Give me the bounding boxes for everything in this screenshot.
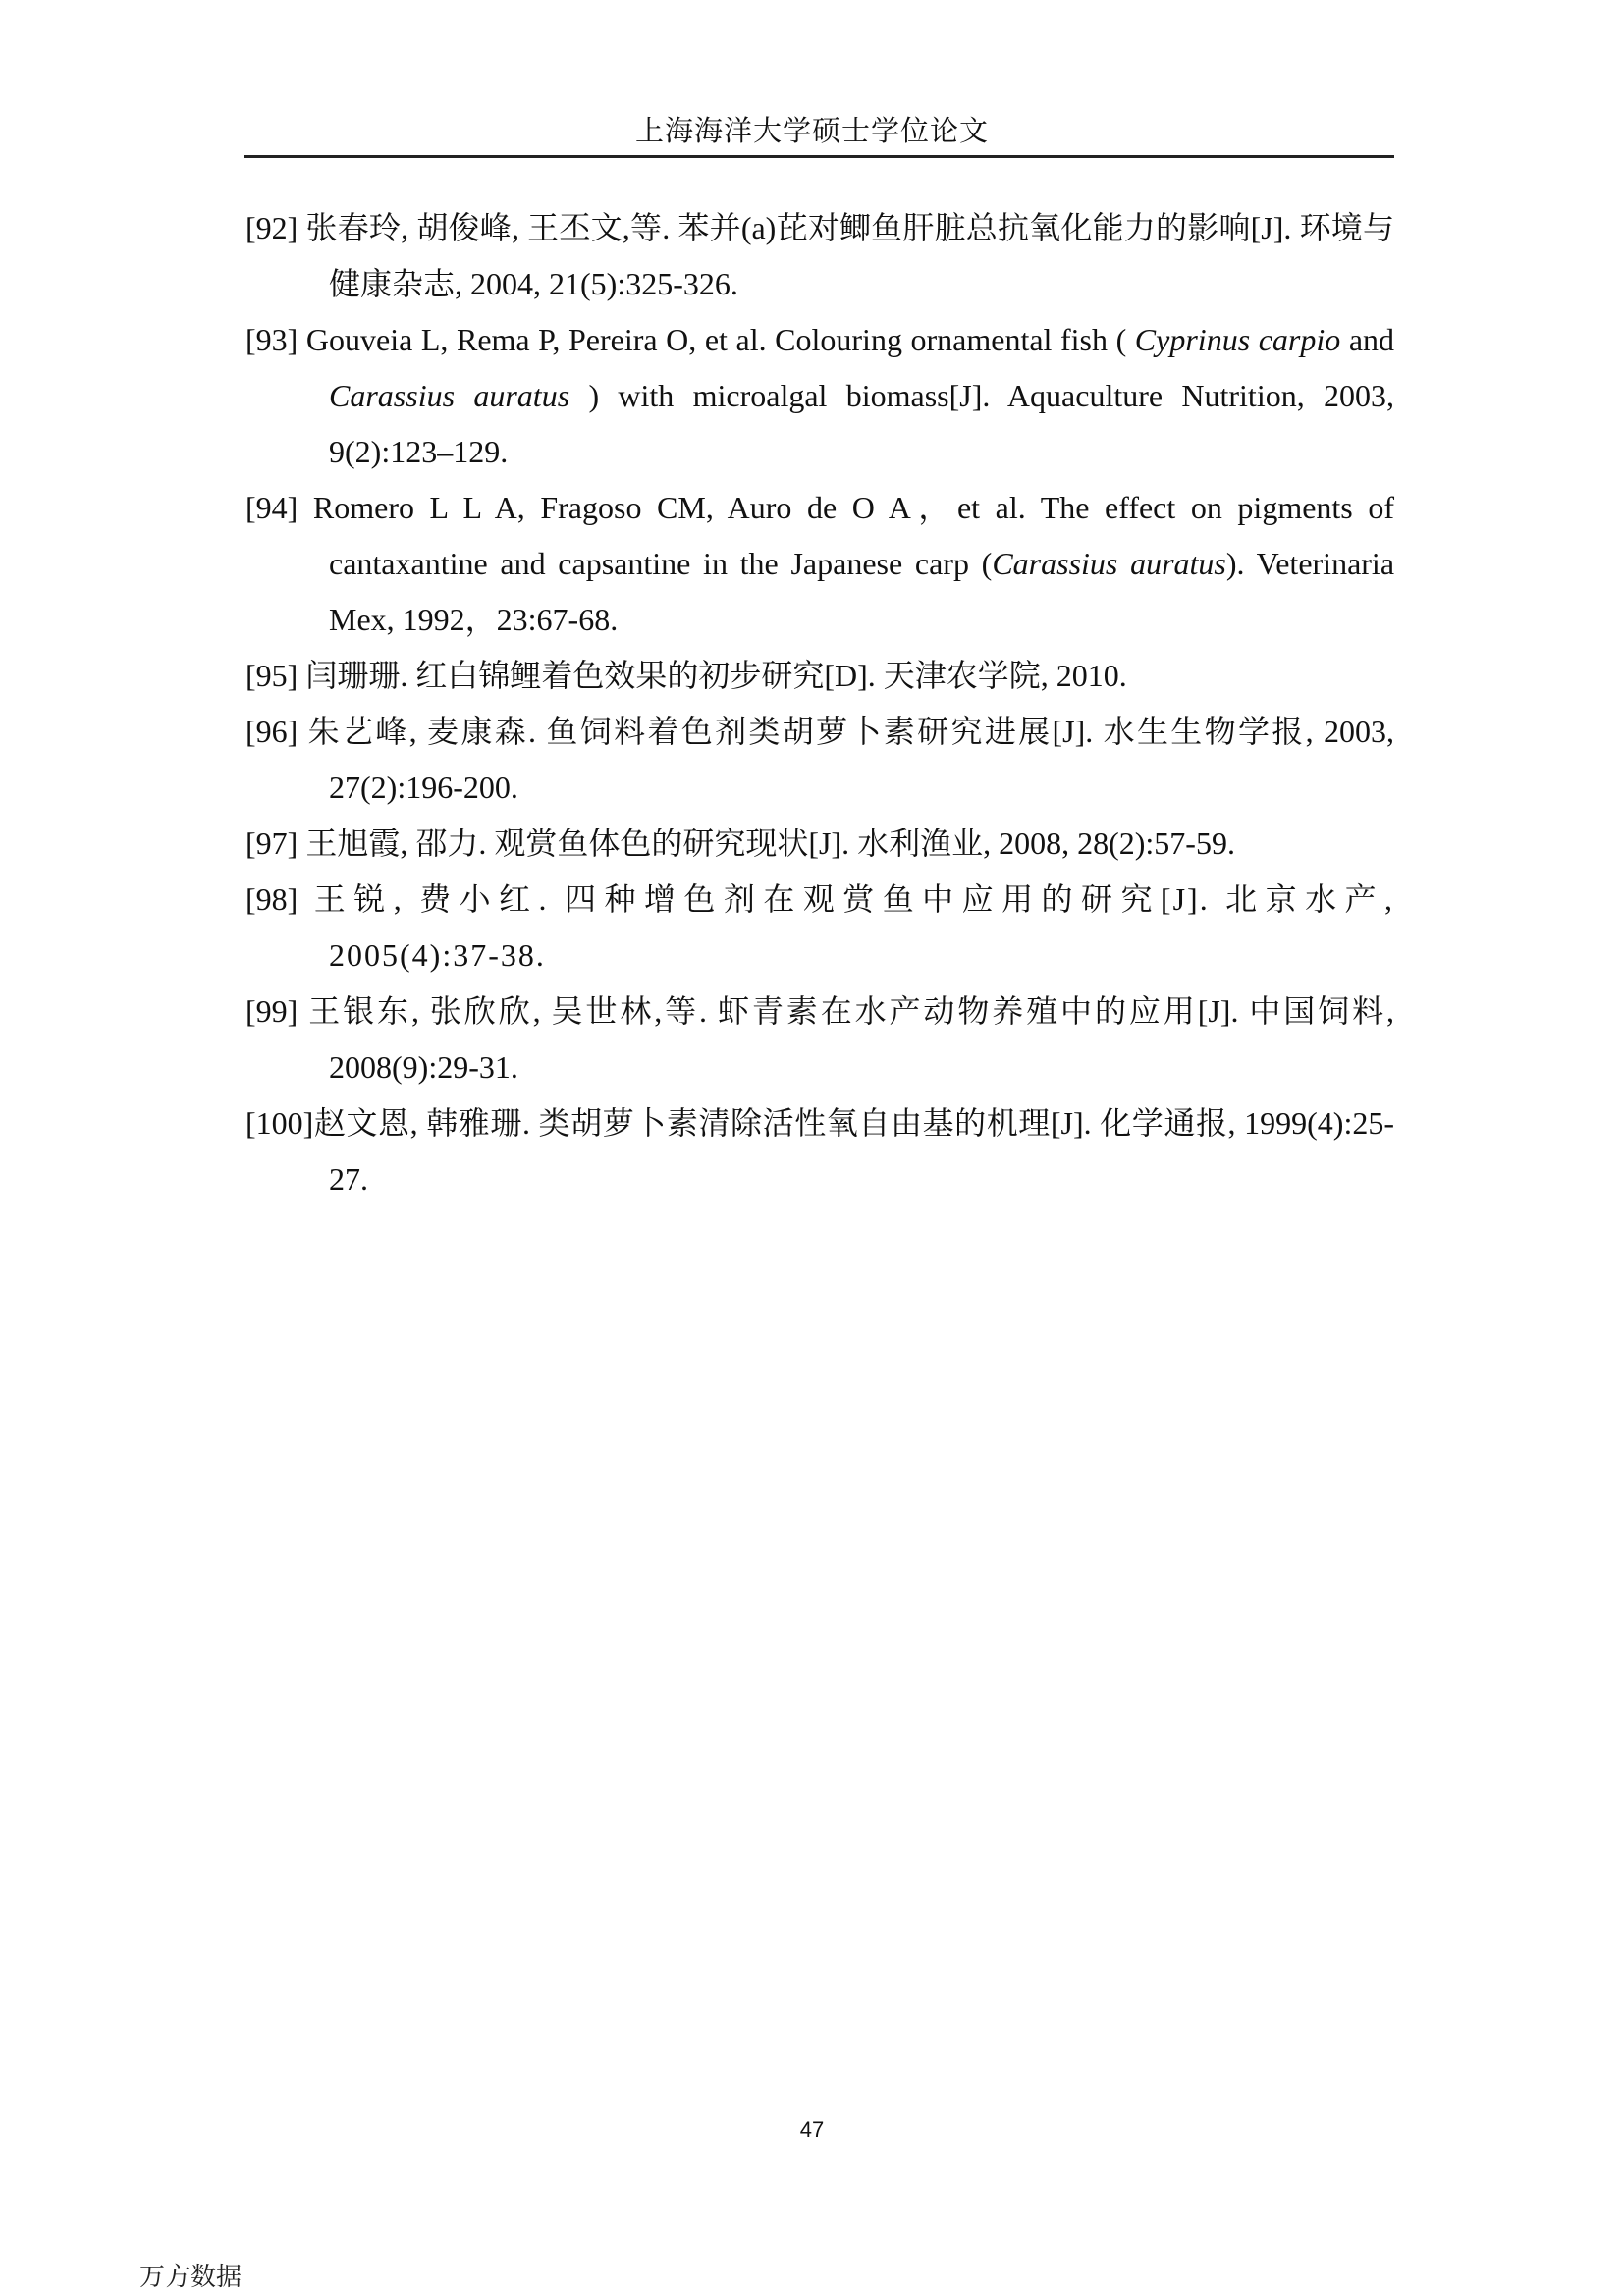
- header-rule: [244, 155, 1394, 158]
- reference-text: Gouveia L, Rema P, Pereira O, et al. Colouring ornamental fish (: [305, 322, 1135, 357]
- reference-item: [245, 648, 1394, 704]
- reference-text: 张春玲, 胡俊峰, 王丕文,等. 苯并(a)芘对鲫鱼肝脏总抗氧化能力的影响[J]. 环境与健康杂志, 2004, 21(5):325-326.: [305, 210, 1394, 301]
- reference-item: [245, 200, 1394, 312]
- reference-text: 闫珊珊. 红白锦鲤着色效果的初步研究[D]. 天津农学院, 2010.: [305, 658, 1127, 693]
- species-name: Carassius auratus: [992, 546, 1226, 581]
- species-name: Cyprinus carpio: [1134, 322, 1341, 357]
- reference-text: ). Veterinaria Mex, 1992，23:67-68.: [329, 546, 1395, 637]
- reference-number: [96]: [245, 714, 298, 749]
- watermark-text: 万方数据: [139, 2263, 243, 2292]
- reference-number: [99]: [245, 993, 298, 1029]
- reference-text: 王旭霞, 邵力. 观赏鱼体色的研究现状[J]. 水利渔业, 2008, 28(2):57-59.: [305, 826, 1235, 861]
- reference-item: [245, 704, 1394, 816]
- reference-number: [92]: [245, 210, 298, 245]
- reference-text: Romero L L A, Fragoso CM, Auro de O A，et al. The effect on pigments of cantaxantine and capsantine in the Japanese carp (: [312, 490, 1394, 581]
- reference-number: [97]: [245, 826, 298, 861]
- reference-item: [245, 312, 1394, 480]
- reference-number: [100]: [245, 1105, 314, 1141]
- reference-number: [93]: [245, 322, 298, 357]
- reference-text: and: [1340, 322, 1395, 357]
- running-header: 上海海洋大学硕士学位论文: [634, 116, 989, 147]
- reference-text: 朱艺峰, 麦康森. 鱼饲料着色剂类胡萝卜素研究进展[J]. 水生生物学报, 2003, 27(2):196-200.: [307, 714, 1394, 805]
- reference-item: [245, 1095, 1394, 1207]
- reference-text: 赵文恩, 韩雅珊. 类胡萝卜素清除活性氧自由基的机理[J]. 化学通报, 1999(4):25-27.: [313, 1105, 1394, 1197]
- reference-text: ) with microalgal biomass[J]. Aquaculture Nutrition, 2003, 9(2):123–129.: [329, 378, 1395, 469]
- page-number: 47: [799, 2117, 825, 2142]
- reference-number: [94]: [245, 490, 298, 525]
- reference-number: [95]: [245, 658, 298, 693]
- reference-text: 王锐, 费小红. 四种增色剂在观赏鱼中应用的研究[J]. 北京水产, 2005(4):37-38.: [313, 881, 1394, 973]
- reference-number: [98]: [245, 881, 298, 917]
- reference-item: [245, 984, 1394, 1095]
- reference-text: 王银东, 张欣欣, 吴世林,等. 虾青素在水产动物养殖中的应用[J]. 中国饲料, 2008(9):29-31.: [308, 993, 1394, 1085]
- species-name: Carassius auratus: [329, 378, 570, 413]
- reference-item: [245, 816, 1394, 872]
- reference-item: [245, 480, 1394, 648]
- reference-list: [245, 200, 1394, 1207]
- reference-item: [245, 872, 1394, 984]
